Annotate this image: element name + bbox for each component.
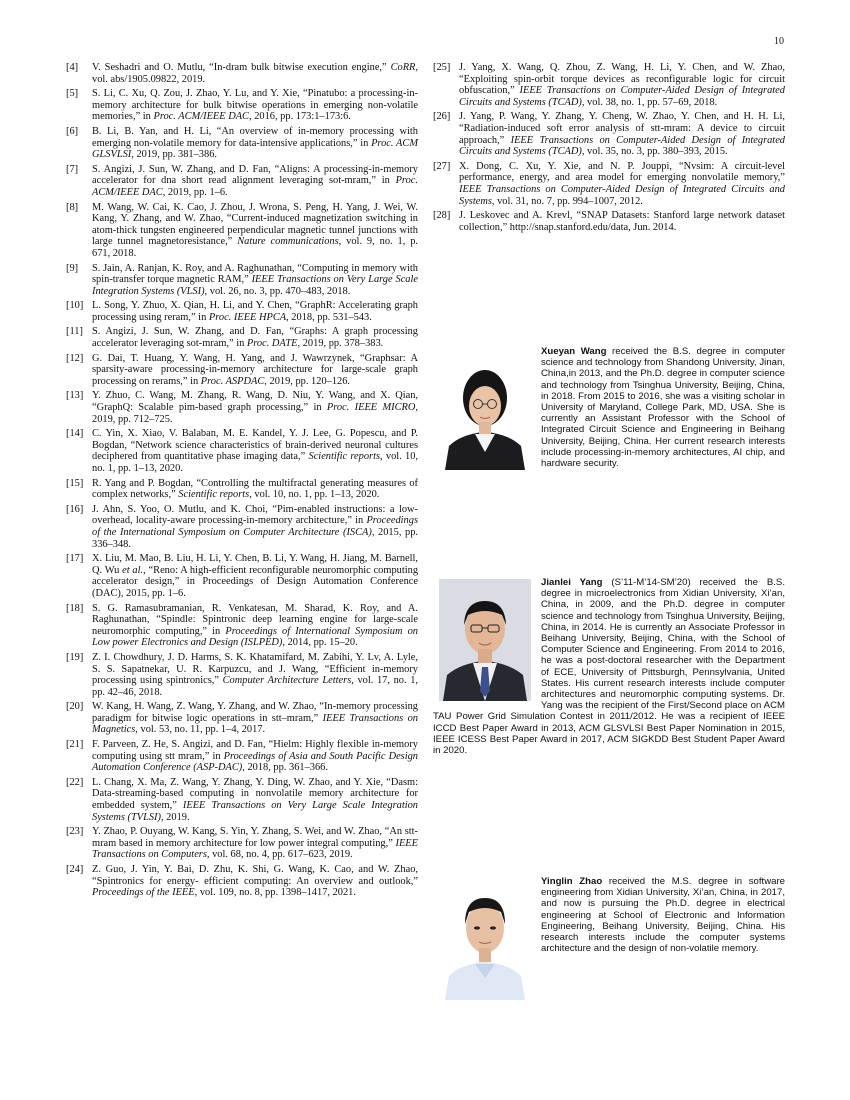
reference-body: Y. Zhao, P. Ouyang, W. Kang, S. Yin, Y. Zhang, S. Wei, and W. Zhao, “An stt-mram based in memory architecture for low power integral computing,” [92, 826, 418, 849]
bio-text: (S’11-M’14-SM’20) received the B.S. degree in microelectronics from Xidian University, Xi’an, China, in 2009, and the Ph.D. degree in computer science and technology from Tsinghua University, Beijing, China, in 2014. He is currently an Associate Professor in Beihang University, Beijing, China, with the School of Computer Science and Engineering. From 2014 to 2016, he was a post-doctoral researcher with the Department of ECE, University of Pittsburgh, Pennsylvania, United States. His current research interests include computer architectures and neuromorphic computing systems. Dr. Yang was the recipient of the First/Second place on ACM TAU Power Grid Simulation Contest in 2011/2012. He was a recipient of IEEE ICCD Best Paper Award in 2013, ACM GLSVLSI Best Paper Nomination in 2015, IEEE ICESS Best Paper Award in 2017, ACM SIGKDD Best Student Paper Award in 2020. [433, 577, 785, 757]
reference-text [92, 553, 418, 599]
reference-body: F. Parveen, Z. He, S. Angizi, and D. Fan, “Hielm: Highly flexible in-memory computing using stt mram,” in [92, 739, 418, 762]
reference-details: , 2014, pp. 15–20. [282, 637, 358, 649]
reference-number: [23] [66, 826, 84, 838]
references-left-column [66, 62, 418, 902]
reference-details: , 2019. [160, 811, 190, 823]
reference-body: R. Yang and P. Bogdan, “Controlling the multifractal generating measures of complex networks,” [92, 477, 418, 501]
author-photo [439, 579, 531, 701]
reference-body: C. Yin, X. Xiao, V. Balaban, M. E. Kandel, Y. J. Lee, G. Popescu, and P. Bogdan, “Network science characteristics of brain-derived neuronal cultures deciphered from quantitative phase imaging data,” [92, 428, 418, 463]
reference-details: , “Reno: A high-efficient reconfigurable neuromorphic computing accelerator design,” in Proceedings of Design Automation Conference (DAC), 2015, pp. 1–6. [92, 564, 419, 599]
reference-number: [24] [66, 864, 84, 875]
reference-text [92, 326, 418, 349]
reference-venue: IEEE Transactions on Very Large Scale Integration Systems (TVLSI) [92, 800, 418, 823]
reference-venue: Proceedings of the International Symposium on Computer Architecture (ISCA) [92, 515, 418, 538]
reference-item [66, 300, 418, 323]
reference-venue: Scientific reports [308, 451, 381, 463]
reference-item [66, 603, 418, 649]
reference-details: , vol. 68, no. 4, pp. 617–623, 2019. [206, 849, 353, 861]
reference-body: G. Dai, T. Huang, Y. Wang, H. Yang, and J. Wawrzynek, “Graphsar: A sparsity-aware processing-in-memory architecture for large-scale graph processing on rerams,” in [92, 352, 418, 387]
reference-number: [20] [66, 701, 84, 713]
reference-number: [10] [66, 300, 84, 312]
reference-item [66, 326, 418, 349]
reference-item [433, 111, 785, 157]
reference-details: , 2018, pp. 531–543. [286, 311, 372, 323]
reference-item [433, 210, 785, 233]
reference-text [92, 701, 418, 736]
reference-item [66, 263, 418, 298]
reference-details: , vol. 35, no. 3, pp. 380–393, 2015. [581, 146, 728, 158]
reference-venue: Proc. ACM/IEEE DAC [153, 111, 249, 123]
reference-venue: Proc. ASPDAC [200, 375, 265, 387]
reference-body: Z. Guo, J. Yin, Y. Bai, D. Zhu, K. Shi, G. Wang, K. Cao, and W. Zhao, “Spintronics for energy- efficient computing: An overview and outlook,” [92, 864, 418, 887]
reference-text [92, 504, 418, 550]
reference-text [92, 652, 418, 698]
reference-body: S. Jain, A. Ranjan, K. Roy, and A. Raghunathan, “Computing in memory with spin-transfer torque magnetic RAM,” [92, 262, 418, 286]
reference-venue: Proc. ACM/IEEE DAC [92, 175, 418, 198]
reference-number: [18] [66, 602, 84, 614]
reference-venue: Computer Architecture Letters [222, 675, 352, 687]
reference-number: [27] [433, 160, 451, 172]
reference-details: , vol. abs/1905.09822, 2019. [92, 62, 418, 85]
reference-details: , 2015, pp. 336–348. [92, 526, 419, 550]
bio-text: received the B.S. degree in computer science and technology from Shandong University, Jinan, China,in 2013, and the Ph.D. degree in computer science and technology from Tsinghua University, Beijing, China, in 2018. From 2015 to 2016, she was a visiting scholar in University of Maryland, College Park, MD, USA. She is currently an Assistant Professor with the School of Integrated Circuit Science and Engineering in Beihang University, Beijing, China. Her current research interests include processing-in-memory architectures, AI chip, and hardware security. [541, 346, 785, 470]
reference-venue: Proc. IEEE MICRO [326, 402, 416, 414]
reference-body: X. Liu, M. Mao, B. Liu, H. Li, Y. Chen, B. Li, Y. Wang, H. Jiang, M. Barnell, Q. Wu [92, 553, 418, 576]
reference-number: [12] [66, 352, 84, 364]
reference-venue: Proc. IEEE HPCA [208, 311, 287, 323]
reference-body: M. Wang, W. Cai, K. Cao, J. Zhou, J. Wrona, S. Peng, H. Yang, J. Wei, W. Kang, Y. Zhang, and W. Zhao, “Current-induced magnetization switching in atom-thick tungsten engineered perpendicular magnetic tunnel junctions with large tunnel magnetoresistance,” [92, 201, 418, 248]
reference-body: Z. I. Chowdhury, J. D. Harms, S. K. Khatamifard, M. Zabihi, Y. Lv, A. Lyle, S. S. Sapatnekar, U. R. Karpuzcu, and J. Wang, “Efficient in-memory processing using spintronics,” [92, 651, 418, 687]
reference-body: B. Li, B. Yan, and H. Li, “An overview of in-memory processing with emerging non-volatile memory for data-intensive applications,” in [92, 125, 418, 149]
reference-body: J. Yang, P. Wang, Y. Zhang, Y. Cheng, W. Zhao, Y. Chen, and H. H. Li, “Radiation-induced soft error analysis of stt-mram: A device to circuit approach,” [459, 111, 785, 146]
reference-item [66, 88, 418, 123]
reference-details: , vol. 17, no. 1, pp. 42–46, 2018. [92, 675, 418, 698]
bio-jianlei-yang [433, 577, 785, 756]
reference-body: X. Dong, C. Xu, Y. Xie, and N. P. Jouppi, “Nvsim: A circuit-level performance, energy, and area model for emerging nonvolatile memory,” [459, 160, 785, 184]
reference-item [66, 701, 418, 736]
reference-item [66, 353, 418, 388]
reference-text [459, 111, 785, 157]
reference-text [92, 126, 418, 161]
reference-text [459, 161, 785, 207]
reference-number: [9] [66, 262, 79, 274]
reference-text [459, 210, 785, 233]
author-photo [439, 348, 531, 470]
reference-body: L. Song, Y. Zhuo, X. Qian, H. Li, and Y. Chen, “GraphR: Accelerating graph processing using reram,” in [92, 300, 418, 323]
reference-text [92, 478, 418, 501]
reference-venue: IEEE Transactions on Computers [92, 837, 418, 861]
reference-text [92, 603, 418, 649]
reference-body: S. Angizi, J. Sun, W. Zhang, and D. Fan, “Aligns: A processing-in-memory accelerator for dna short read alignment leveraging sot-mram,” in [92, 163, 418, 187]
reference-details: , vol. 9, no. 1, p. 671, 2018. [92, 236, 418, 259]
reference-venue: et al. [122, 564, 144, 576]
reference-number: [11] [66, 326, 83, 338]
bio-xueyan-wang [433, 346, 785, 474]
reference-item [66, 652, 418, 698]
reference-item [66, 126, 418, 161]
reference-body: V. Seshadri and O. Mutlu, “In-dram bulk bitwise execution engine,” [92, 62, 391, 73]
reference-venue: Nature communications [237, 236, 339, 248]
reference-venue: IEEE Transactions on Computer-Aided Design of Integrated Circuits and Systems [459, 183, 785, 207]
reference-venue: IEEE Transactions on Computer-Aided Design of Integrated Circuits and Systems (TCAD) [459, 134, 786, 158]
reference-number: [19] [66, 651, 84, 663]
reference-text [92, 864, 418, 899]
reference-item [66, 864, 418, 899]
reference-venue: Proceedings of International Symposium on Low power Electronics and Design (ISLPED) [92, 625, 418, 649]
reference-text [92, 164, 418, 199]
reference-text [92, 739, 418, 774]
reference-item [66, 478, 418, 501]
reference-details: , vol. 26, no. 3, pp. 470–483, 2018. [204, 285, 351, 297]
reference-number: [5] [66, 88, 79, 100]
bio-name: Xueyan Wang [541, 346, 607, 357]
reference-text [92, 777, 418, 823]
reference-details: , vol. 53, no. 11, pp. 1–4, 2017. [135, 724, 266, 736]
reference-venue: Scientific reports [178, 489, 250, 501]
reference-venue: Proc. DATE [246, 338, 298, 350]
reference-venue: Proceedings of Asia and South Pacific Design Automation Conference (ASP-DAC) [92, 750, 419, 774]
reference-venue: IEEE Transactions on Computer-Aided Design of Integrated Circuits and Systems (TCAD) [459, 85, 785, 108]
reference-body: S. Li, C. Xu, Q. Zou, J. Zhao, Y. Lu, and Y. Xie, “Pinatubo: a processing-in-memory architecture for bulk bitwise operations in emerging non-volatile memories,” in [92, 88, 418, 123]
reference-item [66, 826, 418, 861]
reference-text [92, 353, 418, 388]
bio-name: Yinglin Zhao [541, 876, 603, 887]
reference-details: , vol. 38, no. 1, pp. 57–69, 2018. [581, 96, 718, 108]
reference-details: , 2019, pp. 381–386. [131, 149, 217, 161]
reference-item [66, 164, 418, 199]
reference-details: , 2019, pp. 378–383. [297, 338, 384, 350]
reference-details: , vol. 10, no. 1, pp. 1–13, 2020. [249, 489, 380, 501]
reference-number: [22] [66, 776, 84, 788]
reference-venue: CoRR [390, 62, 416, 73]
reference-number: [8] [66, 201, 79, 213]
reference-item [66, 390, 418, 425]
reference-details: , 2016, pp. 173:1–173:6. [249, 111, 351, 123]
reference-text [92, 428, 418, 474]
reference-item [66, 553, 418, 599]
author-photo [439, 878, 531, 1000]
reference-venue: IEEE Transactions on Very Large Scale Integration Systems (VLSI) [92, 274, 418, 297]
reference-number: [4] [66, 62, 79, 73]
reference-details: , 2019, pp. 120–126. [264, 375, 351, 387]
reference-details: , vol. 109, no. 8, pp. 1398–1417, 2021. [194, 887, 356, 899]
reference-text [92, 826, 418, 861]
reference-number: [15] [66, 477, 84, 489]
reference-details: , 2019, pp. 1–6. [162, 186, 228, 198]
reference-item [66, 504, 418, 550]
reference-text [92, 62, 418, 85]
reference-text [92, 300, 418, 323]
reference-body: L. Chang, X. Ma, Z. Wang, Y. Zhang, Y. Ding, W. Zhao, and Y. Xie, “Dasm: Data-streaming-based computing in nonvolatile memory architecture for embedded system,” [92, 776, 418, 812]
reference-item [66, 777, 418, 823]
reference-number: [26] [433, 111, 451, 123]
reference-text [92, 390, 418, 425]
bio-text: received the M.S. degree in software engineering from Xidian University, Xi’an, China, in 2017, and now is pursuing the Ph.D. degree in electrical engineering at School of Electronic and Information Engineering, Beihang University, Beijing, China. His research interests include the computer systems architecture and the design of non-volatile memory. [541, 876, 785, 955]
reference-number: [25] [433, 62, 451, 73]
reference-item [433, 62, 785, 108]
reference-number: [13] [66, 390, 84, 402]
reference-number: [17] [66, 553, 84, 565]
reference-body: S. Angizi, J. Sun, W. Zhang, and D. Fan, “Graphs: A graph processing accelerator leveraging sot-mram,” in [92, 326, 418, 350]
reference-number: [7] [66, 163, 79, 175]
reference-body: J. Leskovec and A. Krevl, “SNAP Datasets: Stanford large network dataset collection,” http://snap.stanford.edu/data, Jun. 2014. [459, 210, 785, 233]
reference-text [92, 202, 418, 260]
reference-text [459, 62, 785, 108]
reference-item [66, 739, 418, 774]
bio-yinglin-zhao [433, 876, 785, 1004]
reference-body: S. G. Ramasubramanian, R. Venkatesan, M. Sharad, K. Roy, and A. Raghunathan, “Spindle: Spintronic deep learning engine for large-scale neuromorphic computing,” in [92, 602, 418, 637]
reference-number: [28] [433, 210, 451, 222]
bio-name: Jianlei Yang [541, 577, 603, 588]
page-number: 10 [774, 36, 784, 47]
reference-body: Y. Zhuo, C. Wang, M. Zhang, R. Wang, D. Niu, Y. Wang, and X. Qian, “GraphQ: Scalable pim-based graph processing,” in [92, 390, 418, 414]
reference-number: [14] [66, 428, 84, 440]
reference-number: [16] [66, 503, 84, 515]
reference-number: [21] [66, 739, 84, 751]
reference-item [66, 202, 418, 260]
reference-item [66, 62, 418, 85]
reference-details: , 2018, pp. 361–366. [242, 762, 328, 774]
reference-text [92, 88, 418, 123]
reference-details: , vol. 31, no. 7, pp. 994–1007, 2012. [491, 195, 643, 207]
reference-number: [6] [66, 125, 79, 137]
reference-body: J. Yang, X. Wang, Q. Zhou, Z. Wang, H. Li, Y. Chen, and W. Zhao, “Exploiting spin-orbit torque devices as reconfigurable logic for circuit obfuscation,” [459, 62, 785, 97]
reference-venue: IEEE Transactions on Magnetics [92, 712, 418, 736]
reference-item [66, 428, 418, 474]
reference-venue: Proceedings of the IEEE [92, 887, 195, 899]
reference-body: W. Kang, H. Wang, Z. Wang, Y. Zhang, and W. Zhao, “In-memory processing paradigm for bitwise logic operations in stt–mram,” [92, 701, 418, 724]
reference-item [433, 161, 785, 207]
reference-body: J. Ahn, S. Yoo, O. Mutlu, and K. Choi, “Pim-enabled instructions: a low-overhead, locality-aware processing-in-memory architecture,” in [92, 503, 418, 527]
reference-text [92, 263, 418, 298]
reference-details: , vol. 10, no. 1, pp. 1–13, 2020. [92, 451, 418, 474]
reference-venue: Proc. ACM GLSVLSI [92, 137, 418, 161]
references-right-column [433, 62, 785, 236]
reference-details: , 2019, pp. 712–725. [92, 402, 418, 425]
